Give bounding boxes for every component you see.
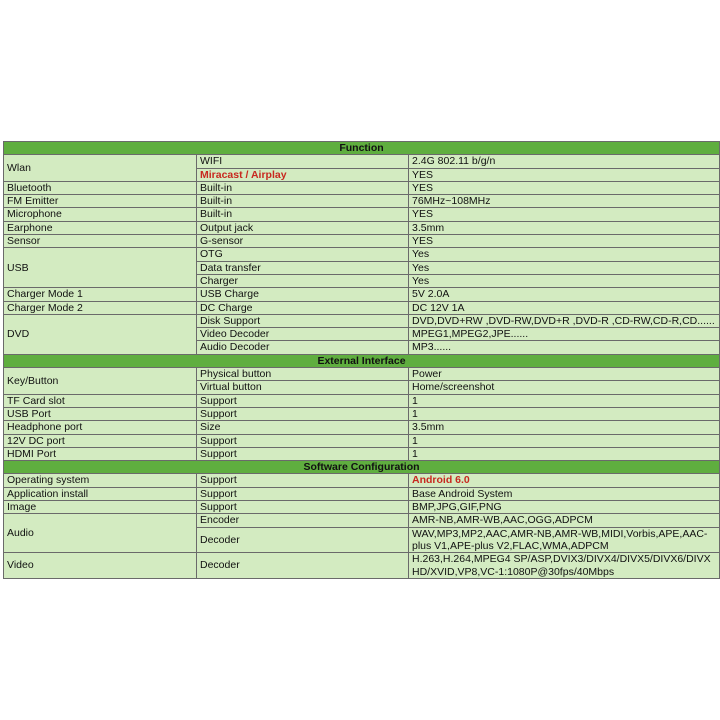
group-cell: Operating system xyxy=(4,474,197,487)
value-cell: Home/screenshot xyxy=(409,381,720,394)
value-cell: YES xyxy=(409,235,720,248)
group-cell: Wlan xyxy=(4,155,197,182)
feature-cell: Miracast / Airplay xyxy=(197,168,409,181)
section-header-row xyxy=(4,461,720,474)
feature-cell: G-sensor xyxy=(197,235,409,248)
value-cell: 1 xyxy=(409,394,720,407)
table-row xyxy=(4,195,720,208)
group-cell: Video xyxy=(4,553,197,579)
value-cell: 1 xyxy=(409,447,720,460)
feature-cell: Output jack xyxy=(197,221,409,234)
table-row xyxy=(4,421,720,434)
feature-cell: Data transfer xyxy=(197,261,409,274)
value-cell: YES xyxy=(409,208,720,221)
feature-cell: Support xyxy=(197,501,409,514)
group-cell: Microphone xyxy=(4,208,197,221)
section-header-row xyxy=(4,354,720,367)
group-cell: Earphone xyxy=(4,221,197,234)
table-row xyxy=(4,221,720,234)
group-cell: Charger Mode 1 xyxy=(4,288,197,301)
group-cell: Image xyxy=(4,501,197,514)
feature-cell: Virtual button xyxy=(197,381,409,394)
feature-cell: OTG xyxy=(197,248,409,261)
value-cell: WAV,MP3,MP2,AAC,AMR-NB,AMR-WB,MIDI,Vorbis,APE,AAC-plus V1,APE-plus V2,FLAC,WMA,ADPCM xyxy=(409,527,720,553)
feature-cell: Decoder xyxy=(197,527,409,553)
value-cell: BMP,JPG,GIF,PNG xyxy=(409,501,720,514)
feature-cell: DC Charge xyxy=(197,301,409,314)
group-cell: Headphone port xyxy=(4,421,197,434)
group-cell: USB Port xyxy=(4,407,197,420)
value-cell: MP3...... xyxy=(409,341,720,354)
value-cell: 76MHz~108MHz xyxy=(409,195,720,208)
value-cell: Power xyxy=(409,368,720,381)
value-cell: Yes xyxy=(409,261,720,274)
feature-cell: Charger xyxy=(197,274,409,287)
feature-cell: Support xyxy=(197,487,409,500)
table-row xyxy=(4,407,720,420)
group-cell: FM Emitter xyxy=(4,195,197,208)
table-row xyxy=(4,487,720,500)
table-row xyxy=(4,314,720,327)
section-title-function: Function xyxy=(4,142,720,155)
value-cell: 1 xyxy=(409,434,720,447)
value-cell: Yes xyxy=(409,274,720,287)
table-row xyxy=(4,208,720,221)
value-cell: DC 12V 1A xyxy=(409,301,720,314)
table-row xyxy=(4,288,720,301)
value-cell: 3.5mm xyxy=(409,221,720,234)
feature-cell: Physical button xyxy=(197,368,409,381)
feature-cell: Decoder xyxy=(197,553,409,579)
group-cell: 12V DC port xyxy=(4,434,197,447)
feature-cell: Support xyxy=(197,407,409,420)
feature-cell: Built-in xyxy=(197,195,409,208)
feature-cell: Size xyxy=(197,421,409,434)
table-row xyxy=(4,553,720,579)
feature-cell: Built-in xyxy=(197,208,409,221)
group-cell: Application install xyxy=(4,487,197,500)
group-cell: Bluetooth xyxy=(4,181,197,194)
feature-cell: Support xyxy=(197,474,409,487)
value-cell: 3.5mm xyxy=(409,421,720,434)
table-row xyxy=(4,301,720,314)
feature-cell: Support xyxy=(197,394,409,407)
value-cell: Android 6.0 xyxy=(409,474,720,487)
value-cell: Yes xyxy=(409,248,720,261)
value-cell: 1 xyxy=(409,407,720,420)
feature-cell: Encoder xyxy=(197,514,409,527)
table-row xyxy=(4,447,720,460)
value-cell: YES xyxy=(409,181,720,194)
value-cell: AMR-NB,AMR-WB,AAC,OGG,ADPCM xyxy=(409,514,720,527)
feature-cell: WIFI xyxy=(197,155,409,168)
feature-cell: Audio Decoder xyxy=(197,341,409,354)
group-cell: Sensor xyxy=(4,235,197,248)
feature-cell: Built-in xyxy=(197,181,409,194)
table-row xyxy=(4,514,720,527)
feature-cell: Disk Support xyxy=(197,314,409,327)
table-row xyxy=(4,368,720,381)
group-cell: USB xyxy=(4,248,197,288)
group-cell: Audio xyxy=(4,514,197,553)
section-header-row xyxy=(4,142,720,155)
group-cell: DVD xyxy=(4,314,197,354)
table-row xyxy=(4,248,720,261)
feature-cell: Video Decoder xyxy=(197,328,409,341)
spec-table xyxy=(3,141,720,579)
group-cell: HDMI Port xyxy=(4,447,197,460)
feature-cell: USB Charge xyxy=(197,288,409,301)
value-cell: YES xyxy=(409,168,720,181)
value-cell: Base Android System xyxy=(409,487,720,500)
section-title-external-interface: External Interface xyxy=(4,354,720,367)
group-cell: Charger Mode 2 xyxy=(4,301,197,314)
table-row xyxy=(4,501,720,514)
table-row xyxy=(4,155,720,168)
spec-table-body xyxy=(4,142,720,579)
value-cell: H.263,H.264,MPEG4 SP/ASP,DVIX3/DIVX4/DIVX5/DIVX6/DIVX HD/XVID,VP8,VC-1:1080P@30fps/40Mbps xyxy=(409,553,720,579)
value-cell: 2.4G 802.11 b/g/n xyxy=(409,155,720,168)
table-row xyxy=(4,235,720,248)
table-row xyxy=(4,181,720,194)
table-row xyxy=(4,434,720,447)
group-cell: Key/Button xyxy=(4,368,197,395)
value-cell: 5V 2.0A xyxy=(409,288,720,301)
table-row xyxy=(4,474,720,487)
value-cell: MPEG1,MPEG2,JPE...... xyxy=(409,328,720,341)
value-cell: DVD,DVD+RW ,DVD-RW,DVD+R ,DVD-R ,CD-RW,CD-R,CD...... xyxy=(409,314,720,327)
feature-cell: Support xyxy=(197,447,409,460)
feature-cell: Support xyxy=(197,434,409,447)
section-title-software-configuration: Software Configuration xyxy=(4,461,720,474)
table-row xyxy=(4,394,720,407)
group-cell: TF Card slot xyxy=(4,394,197,407)
